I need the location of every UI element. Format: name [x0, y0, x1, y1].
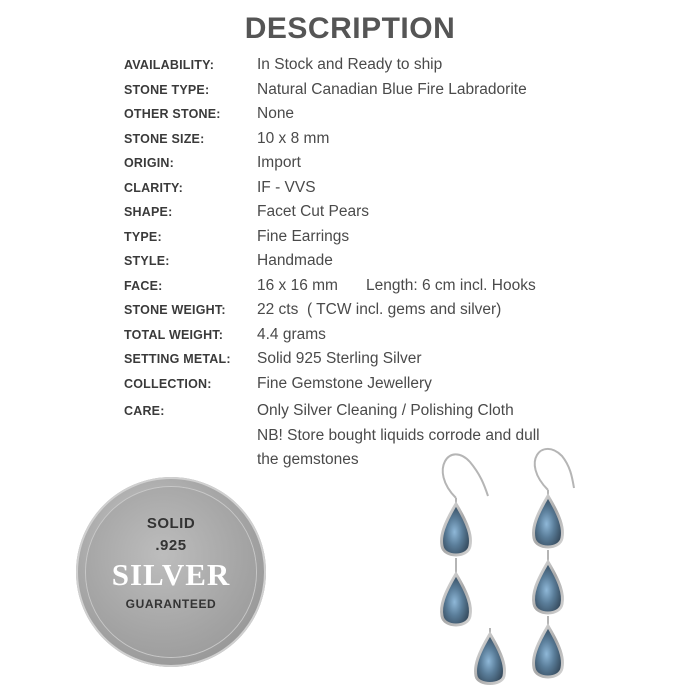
spec-row-total-weight — [124, 326, 684, 351]
spec-value: 22 cts ( TCW incl. gems and silver) — [257, 301, 502, 318]
silver-guarantee-badge — [76, 477, 266, 667]
spec-row-availability — [124, 56, 684, 81]
badge-line-silver: SILVER — [111, 557, 231, 592]
spec-row-collection — [124, 375, 684, 400]
spec-label: TOTAL WEIGHT: — [124, 327, 224, 342]
spec-row-origin — [124, 154, 684, 179]
left-earring — [442, 454, 505, 683]
care-line: the gemstones — [257, 451, 359, 468]
care-line: Only Silver Cleaning / Polishing Cloth — [257, 402, 514, 419]
spec-value: None — [257, 105, 295, 122]
spec-value: Natural Canadian Blue Fire Labradorite — [257, 80, 527, 98]
spec-label: COLLECTION: — [124, 376, 212, 391]
spec-row-other-stone — [124, 105, 684, 130]
spec-row-style — [124, 252, 684, 277]
spec-label: STYLE: — [124, 254, 170, 268]
spec-row-stone-type — [124, 81, 684, 106]
spec-row-shape — [124, 203, 684, 228]
spec-value: 4.4 grams — [257, 325, 326, 343]
spec-label: STONE SIZE: — [124, 131, 205, 146]
spec-label: CLARITY: — [124, 180, 183, 195]
spec-list — [124, 56, 684, 473]
spec-value: IF - VVS — [257, 178, 316, 196]
spec-label: AVAILABILITY: — [124, 58, 215, 72]
spec-value: Fine Earrings — [257, 227, 350, 245]
spec-label: SETTING METAL: — [124, 352, 231, 366]
spec-value — [257, 277, 536, 295]
spec-label: SHAPE: — [124, 205, 173, 219]
face-length: Length: 6 cm incl. Hooks — [365, 276, 536, 294]
spec-row-stone-size — [124, 130, 684, 155]
spec-row-setting-metal — [124, 350, 684, 375]
spec-value: Fine Gemstone Jewellery — [257, 374, 432, 392]
spec-label: STONE WEIGHT: — [124, 303, 226, 317]
spec-label: CARE: — [124, 404, 165, 418]
spec-label: FACE: — [124, 278, 163, 293]
spec-value: Facet Cut Pears — [257, 203, 369, 220]
spec-row-stone-weight — [124, 301, 684, 326]
labradorite-drop-earrings-icon — [420, 440, 620, 690]
spec-value: Import — [257, 154, 301, 171]
spec-label: ORIGIN: — [124, 156, 175, 170]
spec-label: STONE TYPE: — [124, 82, 210, 97]
right-earring — [534, 449, 574, 677]
spec-row-face — [124, 277, 684, 302]
spec-row-type — [124, 228, 684, 253]
badge-line-guaranteed: GUARANTEED — [125, 597, 217, 611]
face-size: 16 x 16 mm — [257, 276, 338, 294]
badge-line-solid: SOLID — [146, 515, 196, 532]
care-line: NB! Store bought liquids corrode and dull — [257, 426, 540, 444]
spec-value: 10 x 8 mm — [257, 129, 330, 147]
spec-row-clarity — [124, 179, 684, 204]
spec-value: Handmade — [257, 252, 333, 269]
spec-value: Solid 925 Sterling Silver — [257, 350, 422, 367]
spec-value: In Stock and Ready to ship — [257, 56, 443, 73]
spec-label: TYPE: — [124, 229, 162, 244]
spec-label: OTHER STONE: — [124, 107, 221, 121]
badge-line-925: .925 — [155, 537, 187, 554]
page-title: DESCRIPTION — [244, 12, 456, 45]
